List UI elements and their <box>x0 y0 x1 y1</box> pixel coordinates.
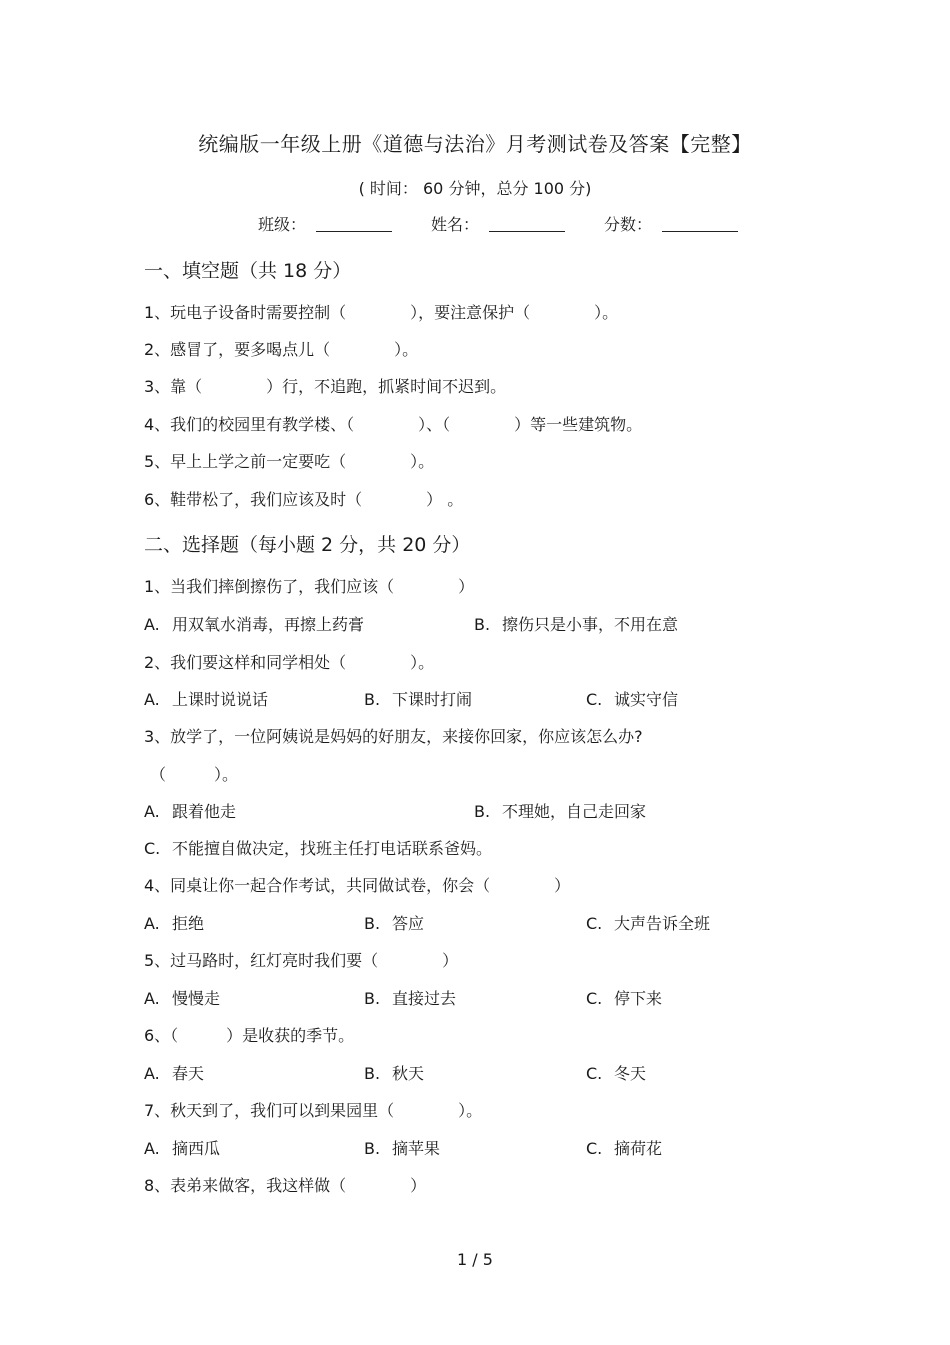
q4-option-c[interactable]: C. 大声告诉全班 <box>586 914 711 933</box>
page-number: 1 / 5 <box>457 1250 493 1269</box>
class-label: 班级： <box>258 215 307 234</box>
score-blank[interactable] <box>662 213 738 232</box>
q7-option-b[interactable]: B. 摘苹果 <box>364 1139 441 1158</box>
exam-title: 统编版一年级上册《道德与法治》月考测试卷及答案【完整】 <box>198 132 752 156</box>
section-heading-fill-blank: 一、填空题（共 18 分） <box>144 260 352 282</box>
q4-option-b[interactable]: B. 答应 <box>364 914 425 933</box>
q5-option-a[interactable]: A. 慢慢走 <box>144 989 221 1008</box>
q6-option-b[interactable]: B. 秋天 <box>364 1064 425 1083</box>
section-heading-choice: 二、选择题（每小题 2 分，共 20 分） <box>144 534 471 556</box>
choice-question-3-blank: （ ）。 <box>150 765 239 784</box>
q4-option-a[interactable]: A. 拒绝 <box>144 914 205 933</box>
q3-option-b[interactable]: B. 不理她，自己走回家 <box>474 802 647 821</box>
q7-option-a[interactable]: A. 摘西瓜 <box>144 1139 221 1158</box>
fill-question-5: 5、早上上学之前一定要吃（ ）。 <box>144 452 435 471</box>
exam-subtitle: ( 时间： 60 分钟，总分 100 分) <box>358 179 592 198</box>
choice-question-3: 3、放学了，一位阿姨说是妈妈的好朋友，来接你回家，你应该怎么办? <box>144 727 643 746</box>
q3-option-a[interactable]: A. 跟着他走 <box>144 802 237 821</box>
q6-option-a[interactable]: A. 春天 <box>144 1064 205 1083</box>
choice-question-8: 8、表弟来做客，我这样做（ ） <box>144 1176 427 1195</box>
q7-option-c[interactable]: C. 摘荷花 <box>586 1139 663 1158</box>
choice-question-4: 4、同桌让你一起合作考试，共同做试卷，你会（ ） <box>144 876 571 895</box>
q1-option-b[interactable]: B. 擦伤只是小事，不用在意 <box>474 615 679 634</box>
choice-question-7: 7、秋天到了，我们可以到果园里（ ）。 <box>144 1101 483 1120</box>
fill-question-3: 3、靠（ ）行，不追跑，抓紧时间不迟到。 <box>144 377 507 396</box>
q5-option-b[interactable]: B. 直接过去 <box>364 989 457 1008</box>
choice-question-2: 2、我们要这样和同学相处（ ）。 <box>144 653 435 672</box>
choice-question-1: 1、当我们摔倒擦伤了，我们应该（ ） <box>144 577 475 596</box>
fill-question-6: 6、鞋带松了，我们应该及时（ ） 。 <box>144 490 464 509</box>
q5-option-c[interactable]: C. 停下来 <box>586 989 663 1008</box>
fill-question-2: 2、感冒了，要多喝点儿（ ）。 <box>144 340 419 359</box>
choice-question-5: 5、过马路时，红灯亮时我们要（ ） <box>144 951 459 970</box>
score-field <box>604 212 738 235</box>
fill-question-1: 1、玩电子设备时需要控制（ ），要注意保护（ ）。 <box>144 303 619 322</box>
class-field <box>258 212 392 235</box>
choice-question-6: 6、（ ）是收获的季节。 <box>144 1026 355 1045</box>
class-blank[interactable] <box>316 213 392 232</box>
name-blank[interactable] <box>489 213 565 232</box>
q2-option-a[interactable]: A. 上课时说说话 <box>144 690 269 709</box>
q3-option-c[interactable]: C. 不能擅自做决定，找班主任打电话联系爸妈。 <box>144 839 493 858</box>
q1-option-a[interactable]: A. 用双氧水消毒，再擦上药膏 <box>144 615 365 634</box>
q2-option-b[interactable]: B. 下课时打闹 <box>364 690 473 709</box>
q6-option-c[interactable]: C. 冬天 <box>586 1064 647 1083</box>
q2-option-c[interactable]: C. 诚实守信 <box>586 690 679 709</box>
score-label: 分数： <box>604 215 653 234</box>
name-field <box>431 212 565 235</box>
fill-question-4: 4、我们的校园里有教学楼、（ ）、（ ）等一些建筑物。 <box>144 415 643 434</box>
name-label: 姓名： <box>431 215 480 234</box>
